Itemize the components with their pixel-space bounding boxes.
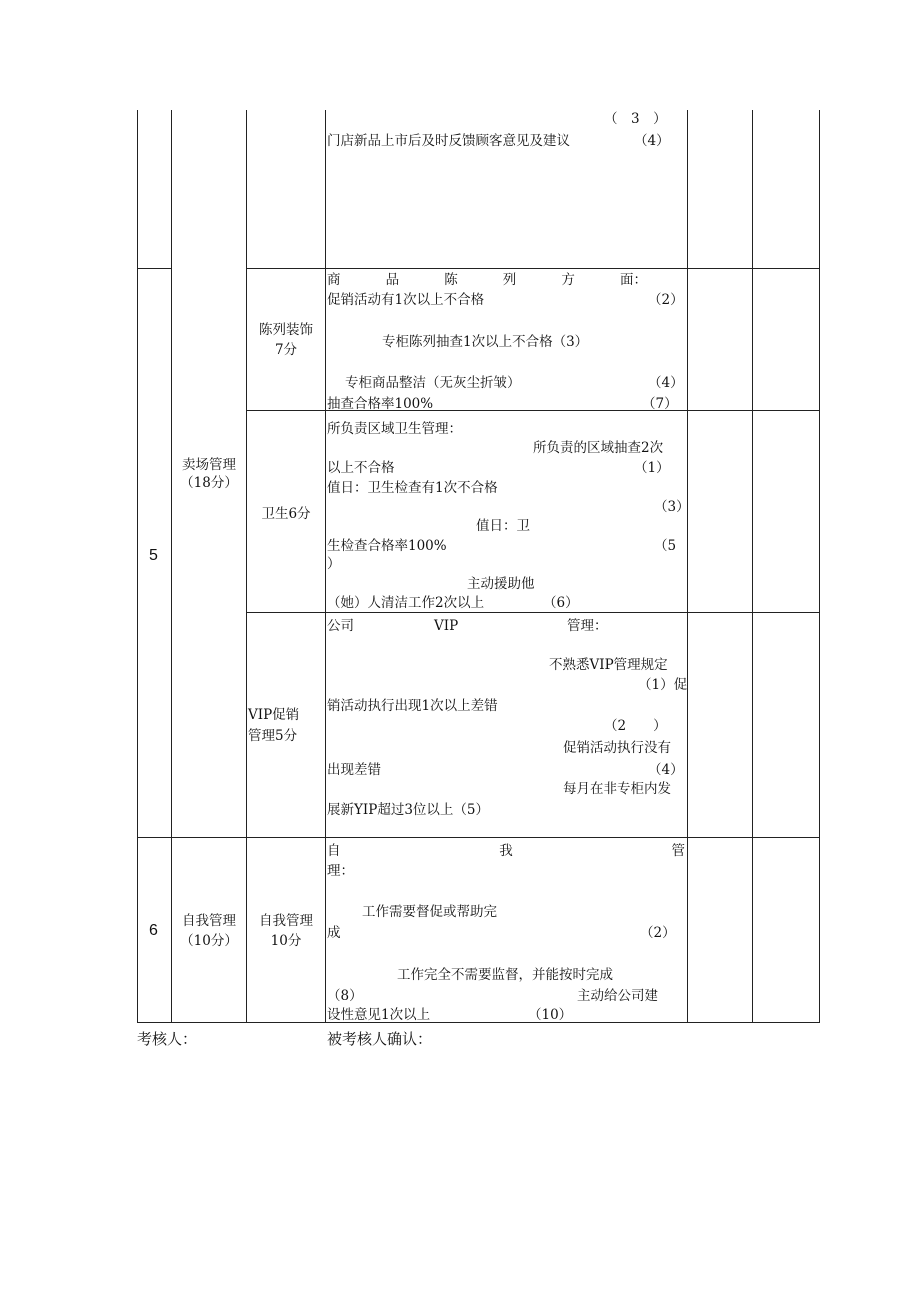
criteria-line: 展新YIP超过3位以上（5）: [327, 802, 490, 818]
criteria-line: 成: [327, 925, 341, 941]
criteria-line: 理：: [327, 863, 354, 879]
criteria-line: 专柜陈列抽查1次以上不合格（3）: [382, 334, 589, 350]
grid-line: [137, 1022, 820, 1023]
assessor-label: 考核人：: [137, 1030, 198, 1048]
criteria-line: 每月在非专柜内发: [563, 781, 671, 797]
grid-line: [246, 268, 820, 269]
grid-line: [819, 110, 820, 1023]
score-mark: （5: [654, 538, 677, 554]
row-number: 6: [149, 922, 158, 939]
criteria-line: 抽查合格率100%: [327, 396, 434, 412]
score-mark: （2）: [640, 925, 676, 941]
grid-line: [687, 110, 688, 1023]
criteria-line: 工作需要督促或帮助完: [362, 904, 497, 920]
row-number: 5: [149, 547, 158, 564]
assessee-confirm-label: 被考核人确认：: [327, 1030, 433, 1048]
criteria-line: 销活动执行出现1次以上差错: [327, 698, 498, 714]
item-score: 管理5分: [248, 728, 298, 744]
score-mark: （2 ）: [604, 718, 667, 734]
item-score: 10分: [270, 933, 302, 949]
criteria-line: 专柜商品整洁（无灰尘折皱）: [345, 375, 521, 391]
score-mark: （4）: [634, 133, 670, 149]
item-name: 卫生6分: [261, 506, 311, 522]
criteria-line: 不熟悉VIP管理规定: [549, 657, 668, 673]
score-mark: ）: [327, 556, 341, 572]
score-mark: （2）: [648, 292, 684, 308]
score-mark: （4）: [648, 762, 684, 778]
score-mark: （3）: [654, 499, 690, 515]
grid-line: [246, 110, 247, 1023]
criteria-line: 工作完全不需要监督，并能按时完成: [397, 967, 613, 983]
criteria-heading: 自 我 管: [327, 843, 685, 859]
grid-line: [137, 110, 138, 1023]
score-mark: （10）: [528, 1007, 573, 1023]
category-score: （18分）: [180, 475, 238, 491]
criteria-heading-part: 管理：: [567, 618, 608, 634]
criteria-heading-part: VIP: [434, 618, 459, 634]
score-mark: （1）: [634, 460, 670, 476]
criteria-line: 所负责区域卫生管理：: [327, 421, 462, 437]
category-score: （10分）: [180, 933, 238, 949]
grid-line: [137, 268, 172, 269]
criteria-line: 促销活动有1次以上不合格: [327, 292, 485, 308]
item-name: VIP促销: [248, 707, 300, 723]
score-mark: （6）: [543, 595, 579, 611]
criteria-line: 主动援助他: [467, 576, 535, 592]
category-name: 自我管理: [182, 913, 236, 929]
criteria-line: 促销活动执行没有: [563, 740, 671, 756]
grid-line: [325, 110, 326, 1023]
grid-line: [137, 837, 820, 838]
item-name: 自我管理: [259, 913, 313, 929]
criteria-line: 设性意见1次以上: [327, 1007, 431, 1023]
item-score: 7分: [274, 342, 298, 358]
criteria-line: 生检查合格率100%: [327, 538, 447, 554]
score-mark: （1）促: [638, 677, 688, 693]
criteria-heading-part: 公司: [327, 618, 354, 634]
criteria-heading: 商 品 陈 列 方 面：: [327, 272, 647, 288]
criteria-line: （她）人清洁工作2次以上: [327, 595, 485, 611]
score-mark: （8）: [327, 988, 363, 1004]
score-mark: （7）: [642, 396, 678, 412]
criteria-line: 门店新品上市后及时反馈顾客意见及建议: [327, 133, 570, 149]
category-name: 卖场管理: [182, 457, 236, 473]
criteria-line: 所负责的区域抽查2次: [533, 440, 664, 456]
score-mark: （4）: [648, 375, 684, 391]
criteria-line: 出现差错: [327, 762, 381, 778]
score-mark: （ 3 ）: [604, 111, 667, 127]
criteria-line: 值日：卫: [476, 518, 530, 534]
criteria-line: 值日：卫生检查有1次不合格: [327, 480, 498, 496]
grid-line: [171, 110, 172, 1023]
criteria-line: 以上不合格: [327, 460, 395, 476]
grid-line: [752, 110, 753, 1023]
grid-line: [246, 612, 820, 613]
item-name: 陈列装饰: [259, 322, 313, 338]
criteria-line: 主动给公司建: [577, 988, 658, 1004]
